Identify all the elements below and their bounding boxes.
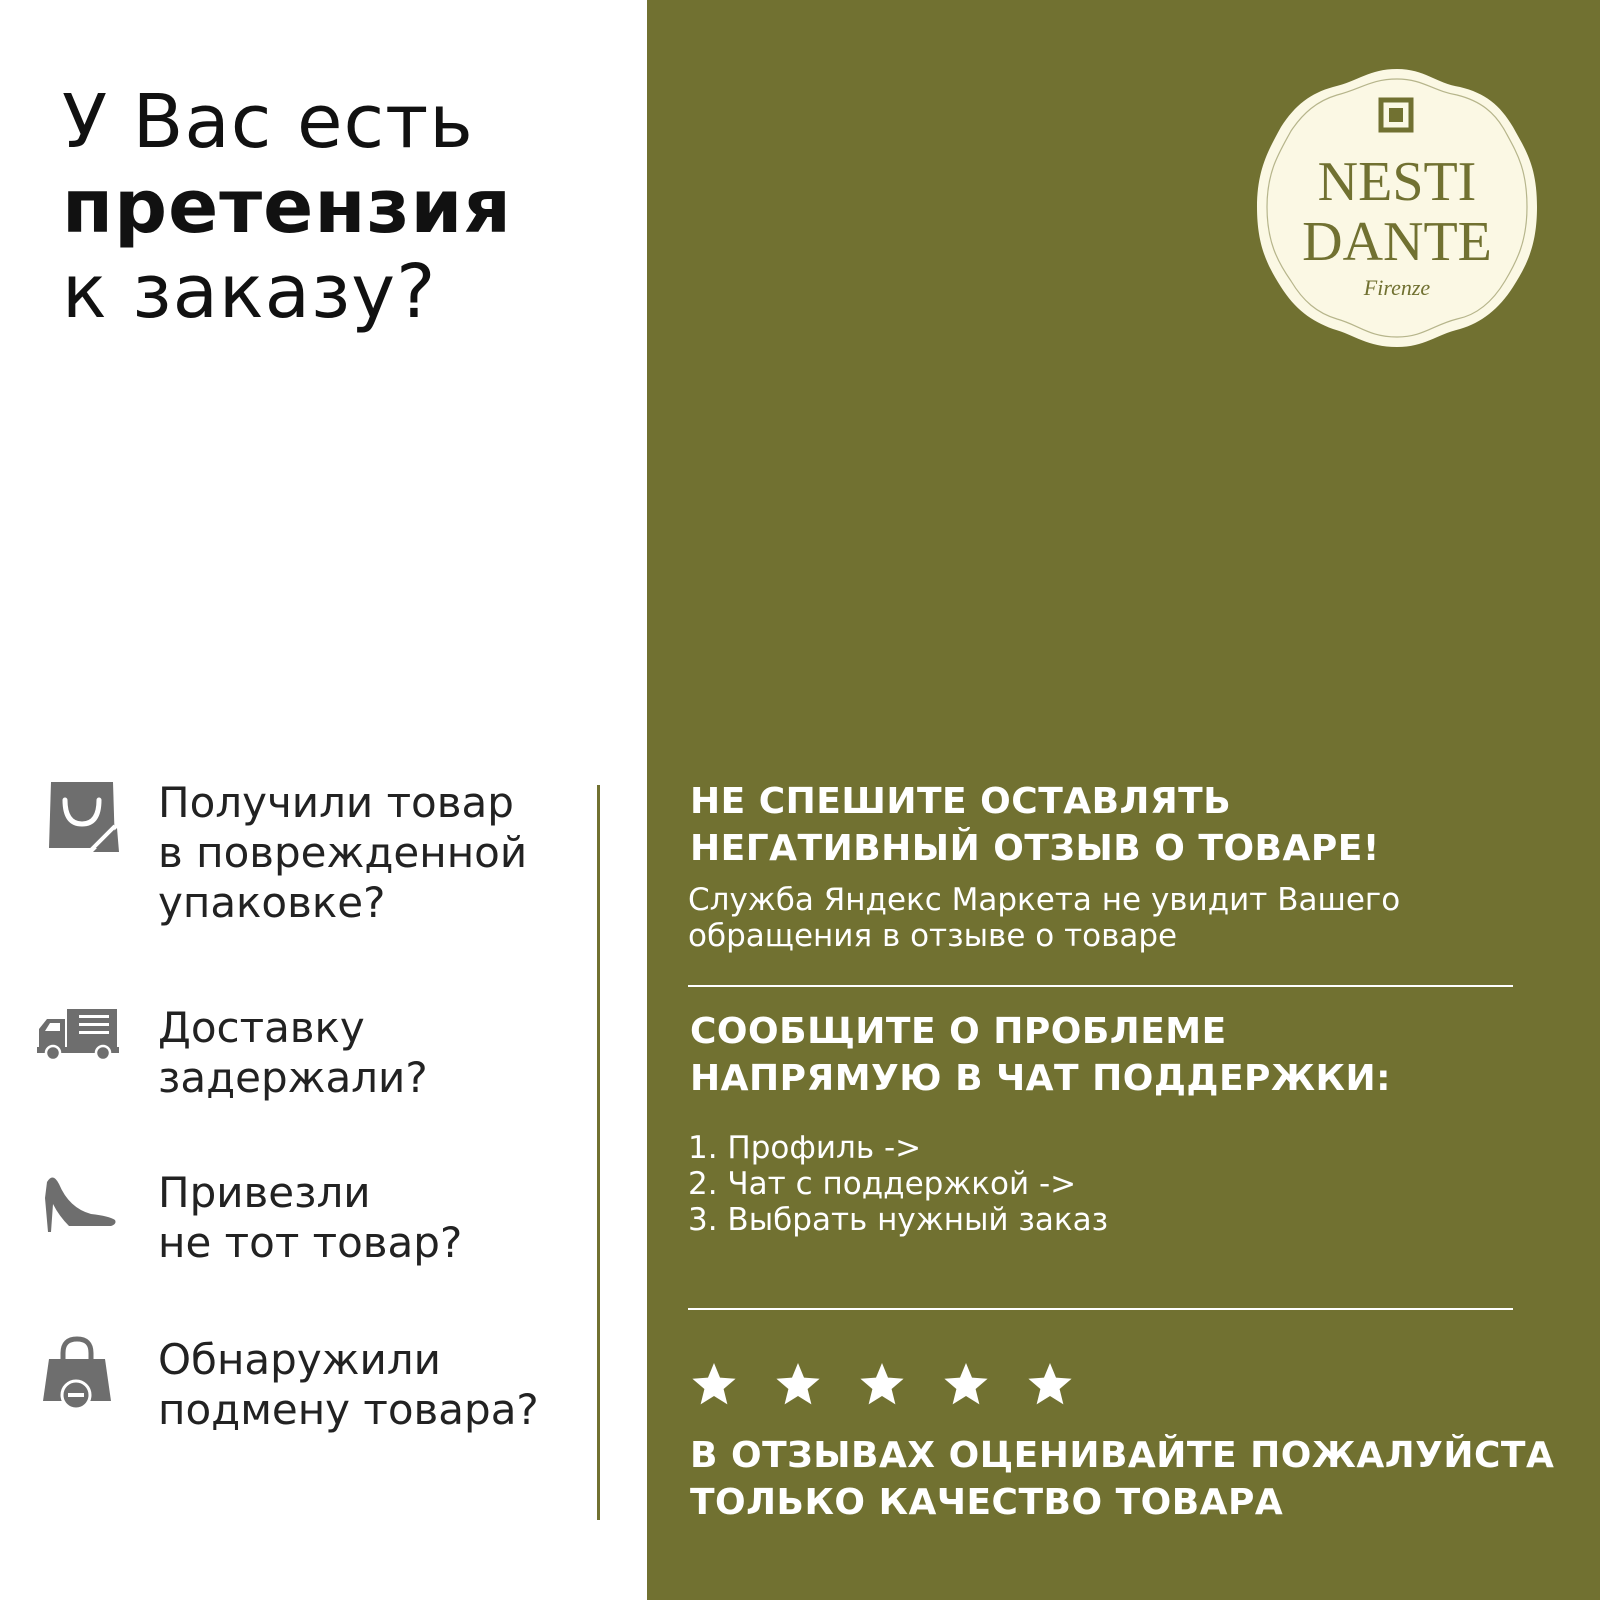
heading-line: НАПРЯМУЮ В ЧАТ ПОДДЕРЖКИ:: [690, 1058, 1391, 1099]
warning-heading: [690, 778, 1400, 872]
heading-line: НЕГАТИВНЫЙ ОТЗЫВ О ТОВАРЕ!: [690, 828, 1380, 869]
logo-line-3: Firenze: [1363, 275, 1431, 300]
damaged-bag-icon: [35, 778, 125, 858]
warning-text: [688, 882, 1400, 954]
rating-heading: [690, 1432, 1554, 1526]
step-item: 3. Выбрать нужный заказ: [688, 1202, 1109, 1238]
headline-line-1: У Вас есть: [62, 79, 474, 165]
star-icon: [942, 1360, 990, 1408]
text-line: Служба Яндекс Маркета не увидит Вашего: [688, 882, 1401, 918]
rating-block: [690, 1432, 1554, 1526]
heading-line: ТОЛЬКО КАЧЕСТВО ТОВАРА: [690, 1482, 1284, 1523]
star-icon: [1026, 1360, 1074, 1408]
issue-line: в поврежденной: [158, 828, 528, 877]
issue-line: Получили товар: [158, 778, 514, 827]
nesti-dante-logo: [1255, 65, 1540, 350]
heading-line: СООБЩИТЕ О ПРОБЛЕМЕ: [690, 1011, 1227, 1052]
logo-line-2: DANTE: [1302, 211, 1492, 273]
left-panel: [0, 0, 647, 1600]
headline-line-3: к заказу?: [62, 249, 437, 335]
issue-text: [158, 778, 527, 928]
issue-line: упаковке?: [158, 878, 386, 927]
high-heel-shoe-icon: [35, 1168, 125, 1248]
delivery-truck-icon: [35, 1003, 125, 1083]
heading-line: НЕ СПЕШИТЕ ОСТАВЛЯТЬ: [690, 781, 1232, 822]
issue-line: Доставку: [158, 1003, 365, 1052]
issue-text: [158, 1168, 462, 1268]
rating-stars: [690, 1360, 1074, 1408]
divider: [688, 1308, 1513, 1310]
logo-line-1: NESTI: [1317, 151, 1477, 213]
step-item: 1. Профиль ->: [688, 1130, 922, 1166]
divider: [688, 985, 1513, 987]
issue-text: [158, 1335, 539, 1435]
issue-line: не тот товар?: [158, 1218, 463, 1267]
text-line: обращения в отзыве о товаре: [688, 918, 1178, 954]
vertical-divider: [597, 785, 600, 1520]
warning-block: [690, 778, 1400, 954]
headline: [62, 80, 512, 335]
support-block: [690, 1008, 1391, 1102]
shopping-bag-minus-icon: [35, 1335, 125, 1415]
star-icon: [858, 1360, 906, 1408]
issue-line: подмену товара?: [158, 1385, 539, 1434]
support-steps: [688, 1130, 1108, 1238]
issue-line: задержали?: [158, 1053, 428, 1102]
issue-line: Обнаружили: [158, 1335, 441, 1384]
heading-line: В ОТЗЫВАХ ОЦЕНИВАЙТЕ ПОЖАЛУЙСТА: [690, 1435, 1555, 1476]
issue-line: Привезли: [158, 1168, 371, 1217]
issue-text: [158, 1003, 428, 1103]
support-heading: [690, 1008, 1391, 1102]
headline-line-2: претензия: [62, 164, 512, 250]
step-item: 2. Чат с поддержкой ->: [688, 1166, 1077, 1202]
star-icon: [690, 1360, 738, 1408]
star-icon: [774, 1360, 822, 1408]
